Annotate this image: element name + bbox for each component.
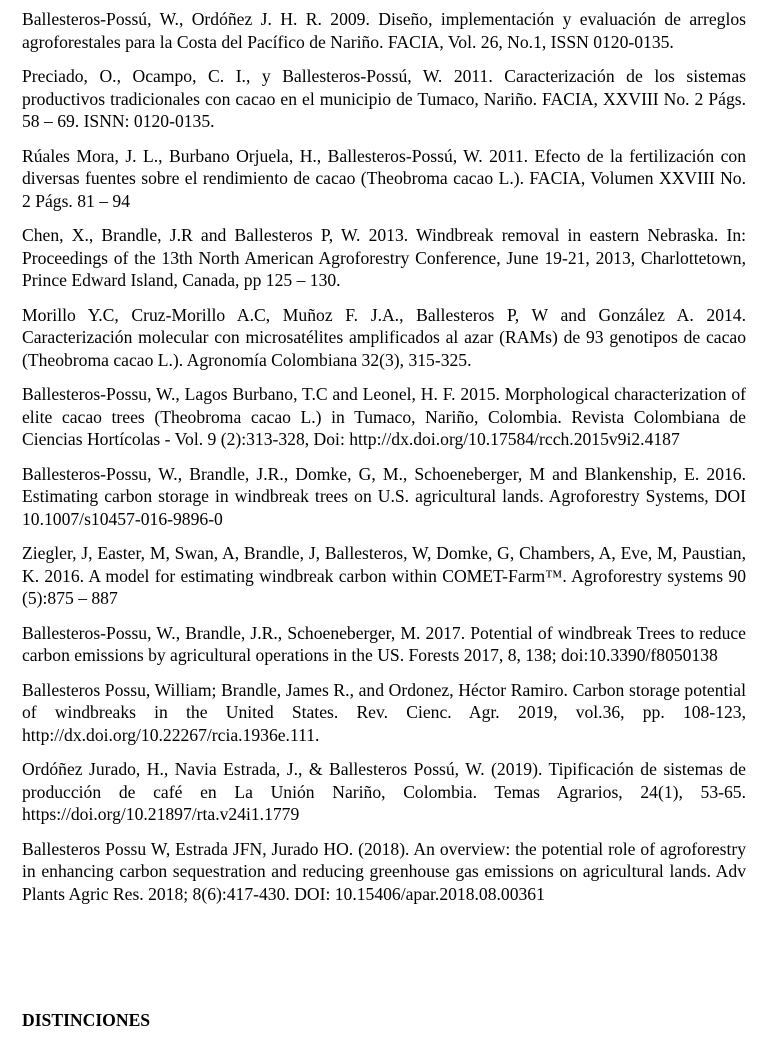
- reference-entry: Preciado, O., Ocampo, C. I., y Ballesteros-Possú, W. 2011. Caracterización de los sistemas productivos tradicionales con cacao en el municipio de Tumaco, Nariño. FACIA, XXVIII No. 2 Págs. 58 – 69. ISNN: 0120-0135.: [22, 66, 746, 131]
- reference-entry: Ordóñez Jurado, H., Navia Estrada, J., & Ballesteros Possú, W. (2019). Tipificación de sistemas de producción de café en La Unión Nariño, Colombia. Temas Agrarios, 24(1), 53-65. https://doi.org/10.21897/rta.v24i1.1779: [22, 759, 746, 824]
- reference-entry: Rúales Mora, J. L., Burbano Orjuela, H., Ballesteros-Possú, W. 2011. Efecto de la fertilización con diversas fuentes sobre el rendimiento de cacao (Theobroma cacao L.). FACIA, Volumen XXVIII No. 2 Págs. 81 – 94: [22, 145, 746, 211]
- reference-entry: Ballesteros Possu, William; Brandle, James R., and Ordonez, Héctor Ramiro. Carbon storage potential of windbreaks in the United States. Rev. Cienc. Agr. 2019, vol.36, pp. 108-123, http://dx.doi.org/10.22267/rcia.1936e.111.: [22, 679, 746, 745]
- reference-entry: Ziegler, J, Easter, M, Swan, A, Brandle, J, Ballesteros, W, Domke, G, Chambers, A, Eve, M, Paustian, K. 2016. A model for estimating windbreak carbon within COMET-Farm™. Agroforestry systems 90 (5):875 – 887: [22, 543, 746, 608]
- reference-entry: Ballesteros Possu W, Estrada JFN, Jurado HO. (2018). An overview: the potential role of agroforestry in enhancing carbon sequestration and reducing greenhouse gas emissions on agricultural lands. Adv Plants Agric Res. 2018; 8(6):417-430. DOI: 10.15406/apar.2018.08.00361: [22, 838, 746, 904]
- section-heading-distinciones: DISTINCIONES: [22, 1010, 151, 1030]
- reference-entry: Chen, X., Brandle, J.R and Ballesteros P, W. 2013. Windbreak removal in eastern Nebraska. In: Proceedings of the 13th North American Agroforestry Conference, June 19-21, 2013, Charlottetown, Prince Edward Island, Canada, pp 125 – 130.: [22, 225, 746, 290]
- references-list: [22, 8, 746, 917]
- reference-entry: Ballesteros-Possu, W., Lagos Burbano, T.C and Leonel, H. F. 2015. Morphological characterization of elite cacao trees (Theobroma cacao L.) in Tumaco, Nariño, Colombia. Revista Colombiana de Ciencias Hortícolas - Vol. 9 (2):313-328, Doi: http://dx.doi.org/10.17584/rcch.2015v9i2.4187: [22, 384, 746, 449]
- reference-entry: Ballesteros-Possu, W., Brandle, J.R., Schoeneberger, M. 2017. Potential of windbreak Trees to reduce carbon emissions by agricultural operations in the US. Forests 2017, 8, 138; doi:10.3390/f8050138: [22, 622, 746, 665]
- reference-entry: Ballesteros-Possu, W., Brandle, J.R., Domke, G, M., Schoeneberger, M and Blankenship, E. 2016. Estimating carbon storage in windbreak trees on U.S. agricultural lands. Agroforestry Systems, DOI 10.1007/s10457-016-9896-0: [22, 463, 746, 529]
- reference-entry: Morillo Y.C, Cruz-Morillo A.C, Muñoz F. J.A., Ballesteros P, W and González A. 2014. Caracterización molecular con microsatélites amplificados al azar (RAMs) de 93 genotipos de cacao (Theobroma cacao L.). Agronomía Colombiana 32(3), 315-325.: [22, 304, 746, 370]
- reference-entry: Ballesteros-Possú, W., Ordóñez J. H. R. 2009. Diseño, implementación y evaluación de arreglos agroforestales para la Costa del Pacífico de Nariño. FACIA, Vol. 26, No.1, ISSN 0120-0135.: [22, 9, 746, 52]
